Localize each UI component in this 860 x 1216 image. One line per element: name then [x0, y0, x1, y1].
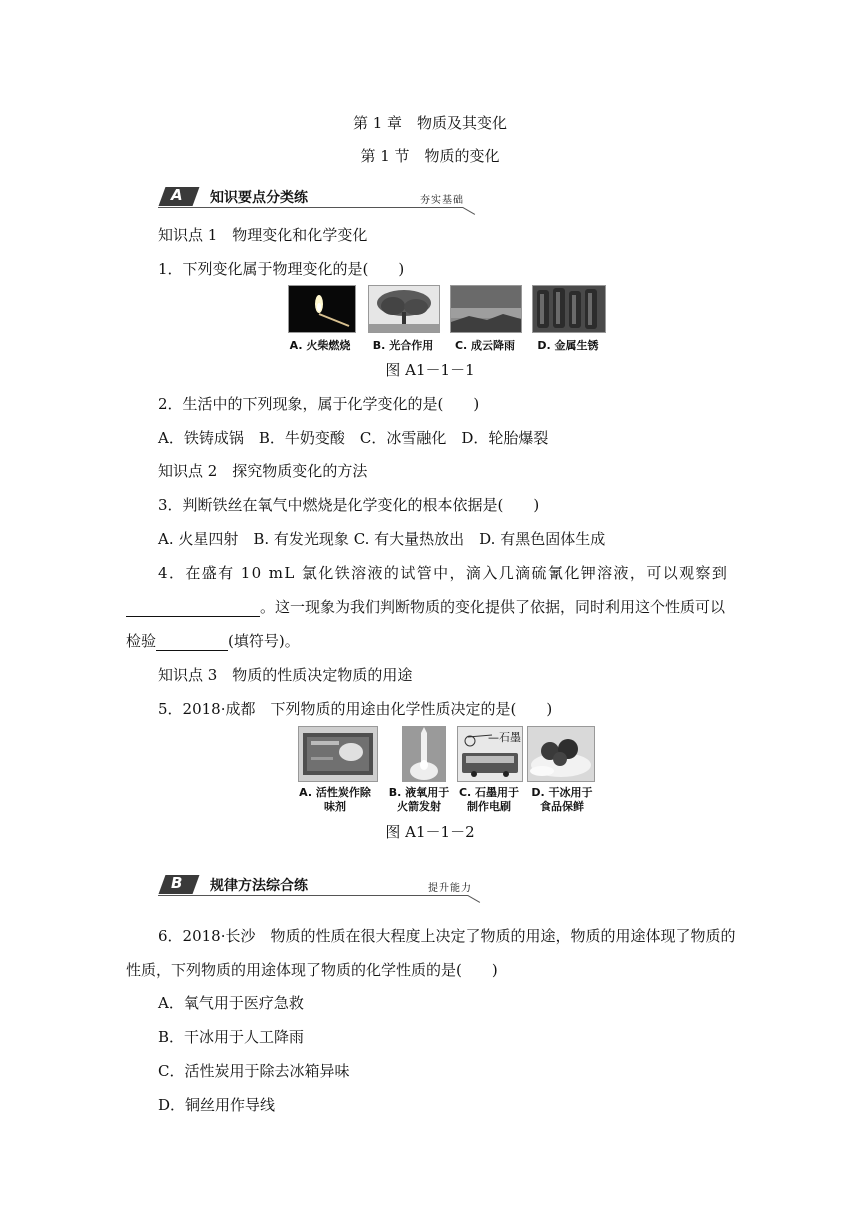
graphite-tag: —石墨 — [488, 731, 521, 744]
activated-carbon-box-image — [298, 726, 378, 782]
question-2: 2．生活中的下列现象，属于化学变化的是( ) — [158, 395, 480, 413]
graphite-tag-text: 石墨 — [499, 731, 521, 744]
question-6-line-1: 6．2018·长沙 物质的性质在很大程度上决定了物质的用途，物质的用途体现了物质的 — [158, 927, 736, 945]
figure-2-caption-b: B. 液氧用于 火箭发射 — [388, 786, 450, 813]
figure-2-caption-a: A. 活性炭作除 味剂 — [299, 786, 371, 813]
banner-letter: B — [171, 874, 183, 892]
banner-basic-practice — [158, 182, 478, 214]
chapter-title: 第 1 章 物质及其变化 — [352, 114, 508, 132]
question-3-options: A. 火星四射 B. 有发光现象 C. 有大量热放出 D. 有黑色固体生成 — [158, 530, 606, 548]
rusty-metal-image — [532, 285, 606, 333]
figure-1-caption-c: C. 成云降雨 — [454, 339, 516, 352]
dry-ice-food-image — [527, 726, 595, 782]
question-4-line-1: 4．在盛有 10 mL 氯化铁溶液的试管中，滴入几滴硫氰化钾溶液，可以观察到 — [158, 564, 729, 582]
figure-2-caption-c: C. 石墨用于 制作电刷 — [458, 786, 520, 813]
electric-bus-image — [457, 726, 523, 782]
question-3: 3．判断铁丝在氧气中燃烧是化学变化的根本依据是( ) — [158, 496, 540, 514]
banner-sub: 提升能力 — [428, 883, 472, 894]
knowledge-point-1: 知识点 1 物理变化和化学变化 — [158, 226, 368, 244]
question-5: 5．2018·成都 下列物质的用途由化学性质决定的是( ) — [158, 700, 553, 718]
question-4-line-3-before: 检验 — [126, 632, 157, 650]
knowledge-point-2: 知识点 2 探究物质变化的方法 — [158, 462, 368, 480]
answer-blank-1[interactable] — [126, 600, 260, 617]
question-6-option-b: B．干冰用于人工降雨 — [158, 1028, 305, 1046]
match-burning-image — [288, 285, 356, 333]
banner-sub: 夯实基础 — [420, 195, 464, 206]
question-4-line-3 — [126, 631, 300, 651]
section-title: 第 1 节 物质的变化 — [360, 147, 500, 165]
figure-1-label: 图 A1－1－1 — [385, 361, 475, 379]
clouds-rain-image — [450, 285, 522, 333]
figure-1-caption-a: A. 火柴燃烧 — [289, 339, 351, 352]
banner-label: 规律方法综合练 — [210, 878, 308, 894]
figure-1-caption-d: D. 金属生锈 — [537, 339, 599, 352]
figure-1-caption-b: B. 光合作用 — [372, 339, 434, 352]
question-6-option-c: C．活性炭用于除去冰箱异味 — [158, 1062, 350, 1080]
question-6-option-a: A．氧气用于医疗急救 — [158, 994, 304, 1012]
figure-2-caption-d: D. 干冰用于 食品保鲜 — [531, 786, 593, 813]
banner-method-practice — [158, 870, 478, 902]
question-6-line-2: 性质，下列物质的用途体现了物质的化学性质的是( ) — [126, 961, 498, 979]
question-6-option-d: D．铜丝用作导线 — [158, 1096, 276, 1114]
banner-letter: A — [171, 186, 183, 204]
question-4-line-3-after: (填符号)。 — [228, 632, 300, 650]
question-4-line-2 — [126, 597, 725, 617]
question-4-line-2-text: 。这一现象为我们判断物质的变化提供了依据，同时利用这个性质可以 — [260, 598, 726, 616]
banner-label: 知识要点分类练 — [210, 190, 308, 206]
knowledge-point-3: 知识点 3 物质的性质决定物质的用途 — [158, 666, 413, 684]
answer-blank-2[interactable] — [156, 634, 228, 651]
tree-image — [368, 285, 440, 333]
figure-2-label: 图 A1－1－2 — [385, 823, 475, 841]
question-1: 1．下列变化属于物理变化的是( ) — [158, 260, 405, 278]
question-2-options: A．铁铸成锅 B．牛奶变酸 C．冰雪融化 D．轮胎爆裂 — [158, 429, 549, 447]
rocket-launch-image — [402, 726, 446, 782]
